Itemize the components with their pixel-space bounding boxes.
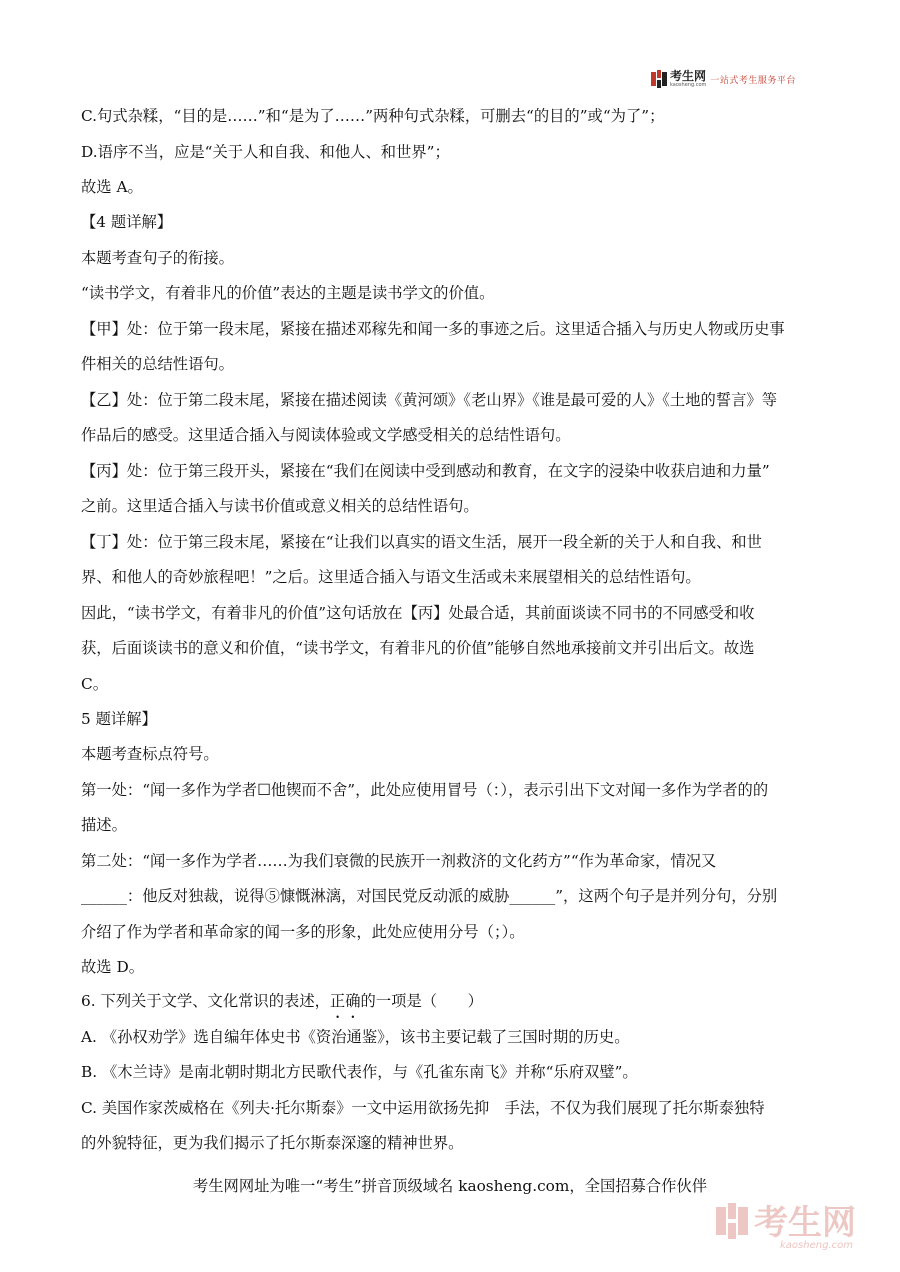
option-b: B. 《木兰诗》是南北朝时期北方民歌代表作，与《孔雀东南飞》并称“乐府双璧”。 bbox=[81, 1063, 638, 1081]
text-line: 故选 A。 bbox=[81, 178, 143, 196]
logo-slogan: 一站式考生服务平台 bbox=[710, 75, 796, 86]
watermark-logo-icon bbox=[716, 1203, 748, 1243]
text-line: 之前。这里适合插入与读书价值或意义相关的总结性语句。 bbox=[81, 497, 479, 515]
page-footer: 考生网网址为唯一“考生”拼音顶级域名 kaosheng.com，全国招募合作伙伴 bbox=[192, 1177, 708, 1195]
watermark-name: 考生网 bbox=[754, 1203, 856, 1243]
logo-name: 考生网 bbox=[670, 69, 707, 83]
text-line: 作品后的感受。这里适合插入与阅读体验或文学感受相关的总结性语句。 bbox=[81, 426, 571, 444]
option-c-cont: 的外貌特征，更为我们揭示了托尔斯泰深邃的精神世界。 bbox=[81, 1134, 464, 1152]
watermark bbox=[716, 1203, 856, 1243]
question-6-before: 6. 下列关于文学、文化常识的表述， bbox=[81, 992, 330, 1010]
text-line: 【丙】处：位于第三段开头，紧接在“我们在阅读中受到感动和教育，在文字的浸染中收获启迪和力量” bbox=[81, 462, 770, 480]
question-6-stem bbox=[81, 991, 483, 1011]
text-line: 第一处：“闻一多作为学者☐他锲而不舍”，此处应使用冒号（：），表示引出下文对闻一多作为学者的的 bbox=[81, 781, 769, 799]
text-line: 获，后面谈读书的意义和价值，“读书学文，有着非凡的价值”能够自然地承接前文并引出后文。故选 bbox=[81, 639, 755, 657]
text-line: 【甲】处：位于第一段末尾，紧接在描述邓稼先和闻一多的事迹之后。这里适合插入与历史人物或历史事 bbox=[81, 320, 785, 338]
text-line: 第二处：“闻一多作为学者……为我们衰微的民族开一剂救济的文化药方”“作为革命家，情况又 bbox=[81, 852, 717, 870]
text-line: ______：他反对独裁，说得⑤慷慨淋漓，对国民党反动派的威胁______”，这两个句子是并列分句，分别 bbox=[81, 887, 778, 905]
text-line: 描述。 bbox=[81, 816, 127, 834]
text-line: 【乙】处：位于第二段末尾，紧接在描述阅读《黄河颂》《老山界》《谁是最可爱的人》《土地的誓言》等 bbox=[81, 391, 778, 409]
text-line: 本题考查句子的衔接。 bbox=[81, 249, 234, 267]
text-line: 故选 D。 bbox=[81, 958, 145, 976]
emphasis-char: 确 bbox=[345, 992, 361, 1010]
text-line: C。 bbox=[81, 675, 109, 693]
logo-domain: kaosheng.com bbox=[670, 82, 707, 88]
text-line: C.句式杂糅，“目的是……”和“是为了……”两种句式杂糅，可删去“的目的”或“为了”； bbox=[81, 107, 665, 125]
header-logo bbox=[651, 70, 796, 88]
question-6-after: 的一项是（ ） bbox=[360, 992, 483, 1010]
watermark-domain: kaosheng.com bbox=[780, 1240, 853, 1251]
text-line: “读书学文，有着非凡的价值”表达的主题是读书学文的价值。 bbox=[81, 284, 495, 302]
emphasis-char: 正 bbox=[329, 992, 346, 1010]
kaosheng-logo-icon bbox=[651, 70, 667, 88]
option-a: A. 《孙权劝学》选自编年体史书《资治通鉴》，该书主要记载了三国时期的历史。 bbox=[81, 1028, 630, 1046]
text-line: 本题考查标点符号。 bbox=[81, 745, 219, 763]
option-c: C. 美国作家茨威格在《列夫·托尔斯泰》一文中运用欲扬先抑 手法，不仅为我们展现了托尔斯泰独特 bbox=[81, 1099, 765, 1117]
text-line: 因此，“读书学文，有着非凡的价值”这句话放在【丙】处最合适，其前面谈读不同书的不同感受和收 bbox=[81, 604, 755, 622]
text-line: 【丁】处：位于第三段末尾，紧接在“让我们以真实的语文生活，展开一段全新的关于人和自我、和世 bbox=[81, 533, 762, 551]
section-heading: 【4 题详解】 bbox=[81, 213, 173, 231]
section-heading: 5 题详解】 bbox=[81, 710, 157, 728]
text-line: 界、和他人的奇妙旅程吧！”之后。这里适合插入与语文生活或未来展望相关的总结性语句。 bbox=[81, 568, 701, 586]
text-line: 介绍了作为学者和革命家的闻一多的形象，此处应使用分号（；）。 bbox=[81, 923, 525, 941]
text-line: 件相关的总结性语句。 bbox=[81, 355, 234, 373]
text-line: D.语序不当，应是“关于人和自我、和他人、和世界”； bbox=[81, 143, 450, 161]
